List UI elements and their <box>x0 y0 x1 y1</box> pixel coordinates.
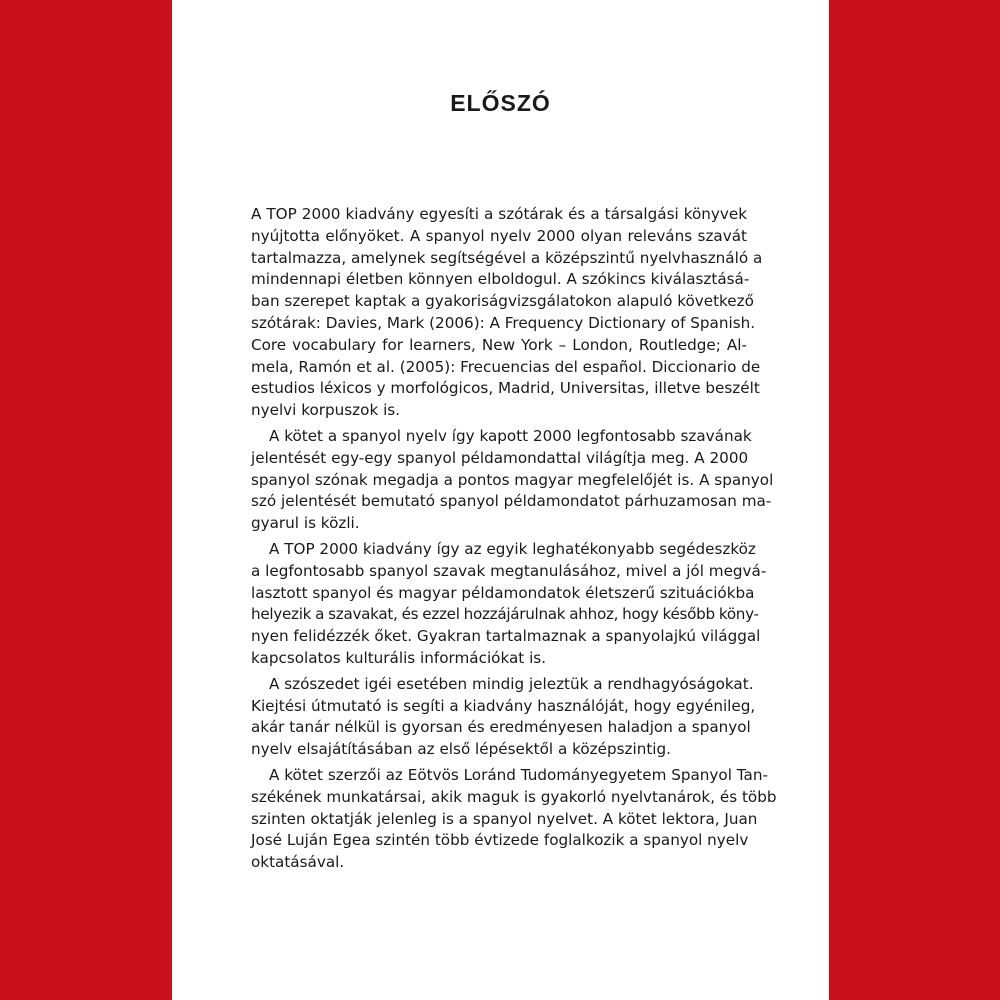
text-line: oktatásával. <box>251 853 345 872</box>
text-line: akár tanár nélkül is gyorsan és eredményesen haladjon a spanyol <box>251 718 751 737</box>
body-text <box>251 204 777 874</box>
text-line: ban szerepet kaptak a gyakoriságvizsgálatokon alapuló következő <box>251 292 754 311</box>
text-line: nyen felidézzék őket. Gyakran tartalmaznak a spanyolajkú világgal <box>251 627 761 646</box>
text-line: szinten oktatják jelenleg is a spanyol nyelvet. A kötet lektora, Juan <box>251 809 758 828</box>
text-line: szótárak: Davies, Mark (2006): A Frequency Dictionary of Spanish. <box>251 313 756 332</box>
text-line: jelentését egy-egy spanyol példamondattal világítja meg. A 2000 <box>251 448 749 467</box>
text-line: nyújtotta előnyöket. A spanyol nyelv 2000 olyan releváns szavát <box>251 226 747 245</box>
text-line: helyezik a szavakat, és ezzel hozzájárulnak ahhoz, hogy később köny- <box>251 605 759 624</box>
right-red-band <box>829 0 1000 1000</box>
text-line: mela, Ramón et al. (2005): Frecuencias del español. Diccionario de <box>251 357 761 376</box>
page-title: ELŐSZÓ <box>450 90 551 116</box>
text-line: A szószedet igéi esetében mindig jeleztük a rendhagyóságokat. <box>269 674 754 693</box>
text-line: tartalmazza, amelynek segítségével a középszintű nyelvhasználó a <box>251 248 763 267</box>
text-line: székének munkatársai, akik maguk is gyakorló nyelvtanárok, és több <box>251 787 777 806</box>
paragraph-1 <box>251 204 763 422</box>
text-line: A TOP 2000 kiadvány így az egyik leghatékonyabb segédeszköz <box>269 539 756 558</box>
text-line: A kötet szerzői az Eötvös Loránd Tudományegyetem Spanyol Tan- <box>269 765 768 784</box>
paragraph-4 <box>251 674 756 761</box>
text-line: José Luján Egea szintén több évtizede foglalkozik a spanyol nyelv <box>251 831 749 850</box>
text-line: A kötet a spanyol nyelv így kapott 2000 legfontosabb szavának <box>269 426 752 445</box>
text-line: lasztott spanyol és magyar példamondatok életszerű szituációkba <box>251 583 755 602</box>
text-line: nyelvi korpuszok is. <box>251 401 401 420</box>
text-line: Kiejtési útmutató is segíti a kiadvány használóját, hogy egyénileg, <box>251 696 756 715</box>
text-line: estudios léxicos y morfológicos, Madrid, Universitas, illetve beszélt <box>251 379 760 398</box>
text-line: mindennapi életben könnyen elboldogul. A szókincs kiválasztásá- <box>251 270 750 289</box>
text-line: nyelv elsajátításában az első lépésektől a középszintig. <box>251 740 671 759</box>
text-line: gyarul is közli. <box>251 514 360 533</box>
text-line: Core vocabulary for learners, New York – London, Routledge; Al- <box>251 335 747 354</box>
left-red-band <box>0 0 172 1000</box>
text-line: A TOP 2000 kiadvány egyesíti a szótárak és a társalgási könyvek <box>251 205 747 223</box>
paragraph-2 <box>251 426 774 535</box>
paragraph-3 <box>251 539 767 670</box>
text-line: spanyol szónak megadja a pontos magyar megfelelőjét is. A spanyol <box>251 470 774 489</box>
text-line: kapcsolatos kulturális információkat is. <box>251 648 547 667</box>
text-line: szó jelentését bemutató spanyol példamondatot párhuzamosan ma- <box>251 492 772 511</box>
text-line: a legfontosabb spanyol szavak megtanulásához, mivel a jól megvá- <box>251 561 767 580</box>
paragraph-5 <box>251 765 777 874</box>
book-page <box>172 0 829 1000</box>
